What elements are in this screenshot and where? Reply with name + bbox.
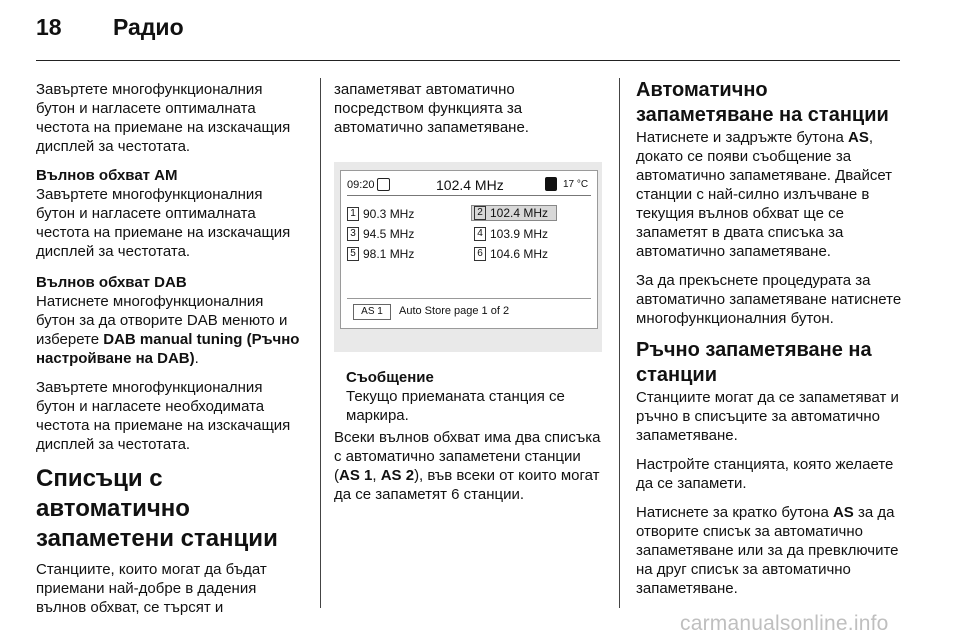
paragraph-press-as — [636, 503, 906, 598]
column-1 — [36, 80, 304, 627]
press-text-b: за да отворите списък за автоматично запаметяване или за да превключите на друг списък за автоматично запаметяване. — [636, 504, 899, 597]
press-text-a: Натиснете за кратко бутона — [636, 504, 833, 521]
display-time: 09:20 — [347, 179, 375, 191]
watermark: carmanualsonline.info — [680, 612, 889, 635]
page-title: Радио — [113, 14, 184, 40]
column-divider-1 — [320, 78, 321, 608]
radio-display-screen — [340, 170, 598, 329]
preset-frequency: 104.6 MHz — [490, 247, 549, 261]
as2-label: AS 2 — [380, 467, 415, 484]
note-box — [346, 368, 608, 425]
paragraph-am: Завъртете многофункционалния бутон и нагласете оптималната честота на приемане на изскачащия дисплей за честотата. — [36, 186, 291, 260]
preset-number: 1 — [347, 207, 359, 221]
paragraph-intro: Завъртете многофункционалния бутон и нагласете оптималната честота на приемане на изскачащия дисплей за честотата. — [36, 81, 291, 155]
preset-1[interactable] — [347, 207, 414, 221]
clock-icon — [377, 178, 390, 191]
lists-sep: , — [372, 467, 381, 484]
dab-text-a: Натиснете многофункционалния бутон за да отворите DAB менюто и изберете — [36, 293, 288, 348]
note-title: Съобщение — [346, 369, 434, 386]
as1-label: AS 1 — [339, 467, 373, 484]
column-divider-2 — [619, 78, 620, 608]
paragraph-continued: запаметяват автоматично посредством функцията за автоматично запаметяване. — [334, 81, 529, 136]
heading-am-band: Вълнов обхват AM — [36, 167, 178, 184]
preset-number: 4 — [474, 227, 486, 241]
paragraph-lists: Станциите, които могат да бъдат приемани най-добре в дадения вълнов обхват, се търсят и — [36, 561, 267, 616]
heading-dab-band: Вълнов обхват DAB — [36, 274, 187, 291]
preset-frequency: 103.9 MHz — [490, 227, 549, 241]
thermometer-icon — [545, 177, 557, 191]
dab-menu-item: DAB manual tuning (Ръчно настройване на DAB) — [36, 331, 300, 367]
paragraph-two-lists — [334, 428, 606, 504]
preset-frequency: 98.1 MHz — [363, 247, 415, 261]
column-2 — [334, 80, 604, 147]
heading-autostore-lists: Списъци с автоматично запаметени станции — [36, 465, 278, 552]
as-button-label: AS — [848, 129, 869, 146]
display-frequency: 102.4 MHz — [436, 177, 504, 193]
paragraph-cancel: За да прекъснете процедурата за автоматично запаметяване натиснете многофункционалния бутон. — [636, 272, 902, 327]
as-button-label-2: AS — [832, 504, 854, 521]
page-number: 18 — [36, 14, 62, 40]
as-list-button[interactable]: AS 1 — [353, 304, 391, 320]
paragraph-dab-tuning: Завъртете многофункционалния бутон и нагласете необходимата честота на приемане на изскачащия дисплей за честотата. — [36, 379, 291, 453]
preset-5[interactable] — [347, 247, 414, 261]
header-divider — [36, 60, 900, 61]
preset-frequency: 90.3 MHz — [363, 207, 415, 221]
display-temperature: 17 °C — [563, 179, 589, 190]
dab-text-c: . — [194, 350, 199, 367]
lists-text-a: Всеки вълнов обхват има два списъка с автоматично запаметени станции ( — [334, 429, 601, 484]
display-figure — [334, 162, 602, 352]
auto-text-b: , докато се появи съобщение за автоматично запаметяване. Двайсет станции с най-силно излъчване в текущия вълнов обхват ще се запаметят в двата списъка за автоматично запаметяване. — [636, 129, 893, 260]
preset-number: 2 — [474, 206, 486, 220]
display-bottom-divider — [347, 298, 591, 299]
preset-frequency: 102.4 MHz — [490, 206, 549, 220]
preset-6[interactable] — [474, 247, 548, 261]
column-3 — [636, 78, 906, 608]
page-header — [0, 0, 960, 62]
autostore-page-status: Auto Store page 1 of 2 — [399, 305, 510, 317]
paragraph-tune: Настройте станцията, която желаете да се запамети. — [636, 456, 894, 492]
preset-4[interactable] — [474, 227, 548, 241]
preset-number: 5 — [347, 247, 359, 261]
auto-text-a: Натиснете и задръжте бутона — [636, 129, 849, 146]
preset-number: 3 — [347, 227, 359, 241]
column-2-lower — [334, 428, 606, 514]
heading-auto-store: Автоматично запаметяване на станции — [636, 79, 889, 126]
heading-manual-store: Ръчно запаметяване на станции — [636, 339, 872, 386]
lists-text-b: ), във всеки от които могат да се запаметят 6 станции. — [334, 467, 600, 503]
preset-frequency: 94.5 MHz — [363, 227, 415, 241]
preset-3[interactable] — [347, 227, 414, 241]
preset-number: 6 — [474, 247, 486, 261]
note-text: Текущо приеманата станция се маркира. — [346, 388, 565, 424]
paragraph-manual: Станциите могат да се запаметяват и ръчно в списъците за автоматично запаметяване. — [636, 389, 899, 444]
preset-2-selected[interactable] — [471, 205, 557, 221]
paragraph-dab — [36, 292, 304, 368]
paragraph-auto-store — [636, 128, 906, 261]
display-divider — [347, 195, 591, 196]
